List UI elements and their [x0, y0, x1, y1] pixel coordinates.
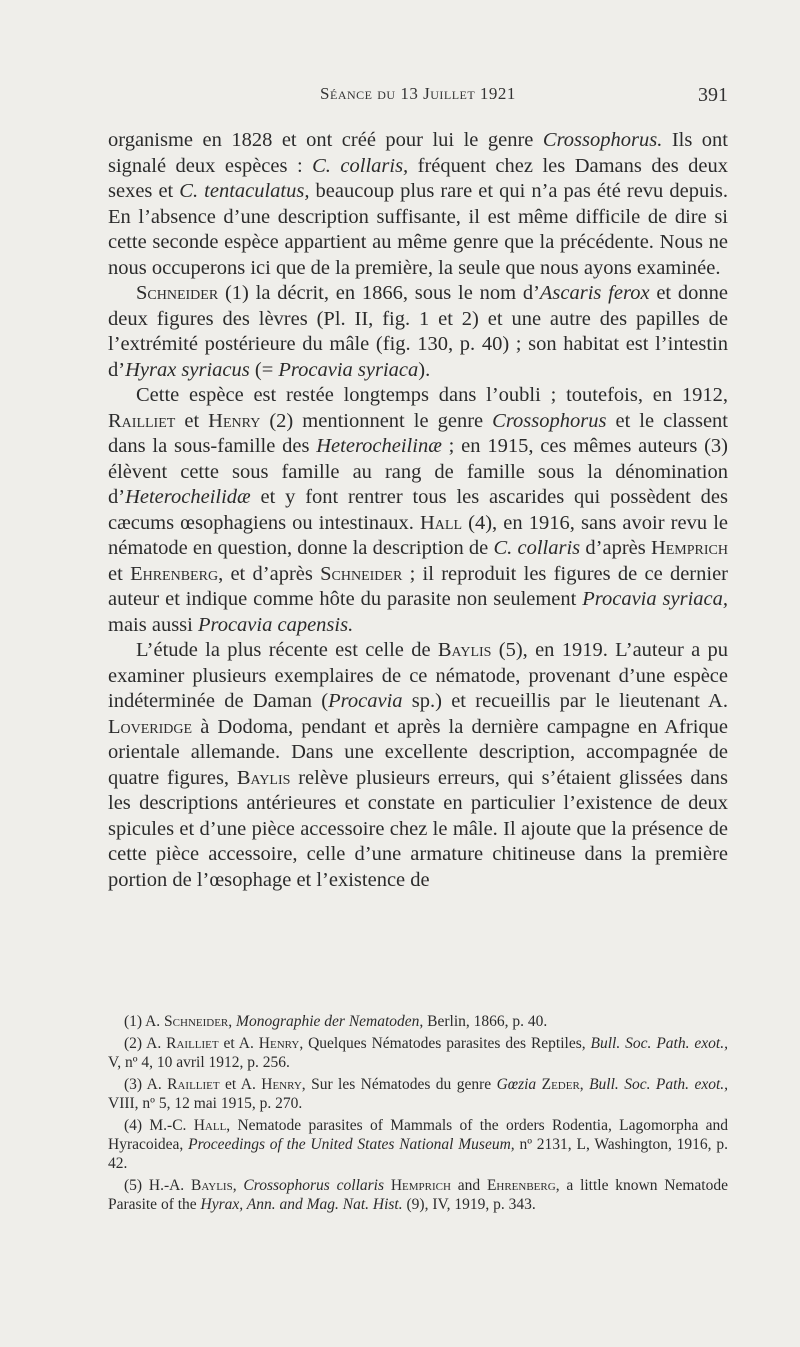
text-run: (2) A. [124, 1035, 167, 1052]
text-run: , Sur les Nématodes du genre [301, 1076, 497, 1093]
author-name: Schneider [136, 282, 219, 304]
text-run: et [175, 409, 209, 432]
text-run: Ils ont signalé deux espèces : [108, 129, 728, 177]
author-name: Hemprich [390, 1177, 451, 1194]
text-run: d’après [580, 537, 651, 559]
author-name: Hall [193, 1117, 227, 1134]
text-run: L’étude la plus récente est celle de [136, 639, 438, 661]
text-run: V, nº 4, 10 avril 1912, p. 256. [108, 1054, 290, 1071]
author-name: Hall [420, 511, 463, 534]
text-run: mais aussi [108, 613, 198, 636]
footnote-3 [108, 1075, 728, 1113]
text-run: , [228, 1013, 237, 1030]
text-run: Cette espèce est restée longtemps dans l’oubli ; toutefois, en 1912, [136, 384, 728, 406]
italic-term: Crossophorus collaris [243, 1177, 385, 1194]
text-run: (3) A. [124, 1076, 168, 1093]
author-name: Baylis [236, 766, 291, 789]
text-run: et [108, 562, 131, 585]
paragraph-1 [108, 128, 728, 281]
italic-term: Monographie der Nematoden, [236, 1013, 424, 1030]
text-run: et donne deux figures des lèvres (Pl. II, fig. 1 et 2) et une autre des papilles de l’extrémité postérieure du mâle (fig. 130, p. 40) ; son habitat est l’intestin d’ [108, 282, 728, 381]
italic-term: C. collaris, [312, 154, 409, 177]
text-run: relève plusieurs erreurs, qui s’étaient glissées dans les descriptions antérieures et constate en particulier l’existence de deux spicules et d’une pièce accessoire chez le mâle. Il ajoute que la présence de cette pièce accessoire, celle d’une armature chitineuse dans la première portion de l’œsophage et l’existence de [108, 766, 728, 891]
italic-term: Procavia syriaca, [582, 588, 728, 610]
footnote-2 [108, 1034, 728, 1072]
italic-term: Procavia [328, 690, 403, 712]
text-run: ; il reproduit les figures de ce dernier auteur et indique comme hôte du parasite non seulement [108, 562, 729, 610]
text-run: (1) A. [124, 1013, 165, 1030]
footnotes [108, 1012, 728, 1217]
text-run: (9), IV, 1919, p. 343. [402, 1196, 536, 1213]
author-name: Baylis [191, 1177, 233, 1194]
italic-term: Heterocheilidæ [125, 486, 251, 508]
italic-term: Procavia capensis. [197, 613, 354, 636]
author-name: Railliet [166, 1035, 219, 1052]
author-name: Loveridge [108, 715, 193, 738]
body-text [108, 128, 728, 893]
text-run: (5) H.-A. [124, 1177, 191, 1194]
author-name: Railliet [167, 1076, 220, 1093]
page-header [108, 84, 728, 114]
italic-term: C. collaris [493, 537, 581, 559]
text-run: , [579, 1076, 590, 1093]
text-run: Berlin, 1866, p. 40. [423, 1013, 548, 1030]
text-run: et y font rentrer tous les ascarides qui possèdent des cæcums œsophagiens ou intestinaux. [108, 486, 728, 534]
text-run: et A. [218, 1035, 259, 1052]
text-run: beaucoup plus rare et qui n’a pas été revu depuis. En l’absence d’une description suffisante, il est même difficile de dire si cette seconde espèce appartient au même genre que la précédente. Nous ne nous occuperons ici que de la première, la seule que nous ayons examinée. [108, 180, 728, 279]
italic-term: Hyrax syriacus [125, 358, 250, 381]
text-run: ; en 1915, ces mêmes auteurs (3) élèvent cette sous famille au rang de famille sous la dénomination d’ [108, 435, 728, 508]
author-name: Ehrenberg [486, 1177, 556, 1194]
italic-term: Crossophorus [492, 409, 607, 432]
italic-term: C. tentaculatus, [179, 180, 310, 202]
text-run: (1) la décrit, en 1866, sous le nom d’ [218, 282, 540, 304]
author-name: Henry [208, 409, 261, 432]
text-run: , a little known Nematode Parasite of the [108, 1177, 728, 1213]
footnote-4 [108, 1116, 728, 1173]
author-name: Schneider [320, 562, 403, 585]
author-name: Baylis [437, 639, 492, 661]
author-name: Railliet [108, 409, 176, 432]
text-run: (2) mentionnent le genre [260, 409, 493, 432]
author-name: Henry [258, 1035, 300, 1052]
italic-term: Gœzia [496, 1076, 537, 1093]
text-run: , Nematode parasites of Mammals of the orders Rodentia, Lagomorpha and Hyracoidea, [108, 1117, 728, 1153]
italic-term: Proceedings of the United States National Museum, [188, 1136, 515, 1153]
text-run: , Quelques Nématodes parasites des Reptiles, [299, 1035, 591, 1052]
text-run: (4), en 1916, sans avoir revu le nématode en question, donne la description de [108, 511, 728, 559]
running-head: Séance du 13 Juillet 1921 [320, 84, 516, 103]
text-run: et le classent dans la sous-famille des [108, 409, 729, 457]
text-run: à Dodoma, pendant et après la dernière campagne en Afrique orientale allemande. Dans une excellente description, accompagnée de quatre figures, [108, 715, 728, 789]
paragraph-2 [108, 281, 728, 383]
italic-term: Hyrax, Ann. and Mag. Nat. Hist. [200, 1196, 403, 1213]
text-run: sp.) et recueillis par le lieutenant A. [402, 690, 728, 712]
author-name: Ehrenberg [130, 562, 219, 585]
text-run: fréquent chez les Damans des deux sexes et [108, 154, 728, 202]
text-run: and [450, 1177, 487, 1194]
text-run: VIII, nº 5, 12 mai 1915, p. 270. [108, 1095, 303, 1112]
text-run: ). [418, 358, 431, 381]
italic-term: Bull. Soc. Path. exot., [590, 1035, 728, 1052]
text-run: (= [249, 358, 279, 381]
italic-term: Crossophorus. [542, 129, 663, 151]
text-run: , et d’après [218, 562, 321, 585]
author-name: Hemprich [650, 537, 728, 559]
text-run: organisme en 1828 et ont créé pour lui le genre [108, 129, 543, 151]
paragraph-4 [108, 638, 728, 893]
text-run: (5), en 1919. L’auteur a pu examiner plusieurs exemplaires de ce nématode, provenant d’une espèce indéterminée de Daman ( [108, 639, 728, 712]
text-run: nº 2131, L, Washington, 1916, p. 42. [108, 1136, 728, 1172]
text-run: (4) M.-C. [124, 1117, 194, 1134]
author-name: Zeder [541, 1076, 580, 1093]
paragraph-3 [108, 383, 728, 638]
italic-term: Procavia syriaca [278, 358, 419, 381]
footnote-5 [108, 1176, 728, 1214]
author-name: Henry [261, 1076, 302, 1093]
italic-term: Ascaris ferox [539, 282, 650, 304]
text-run [384, 1177, 391, 1194]
page-number: 391 [698, 84, 728, 106]
text-run: , [232, 1177, 244, 1194]
author-name: Schneider [164, 1013, 229, 1030]
italic-term: Heterocheilinæ [316, 435, 442, 457]
text-run: et A. [219, 1076, 262, 1093]
italic-term: Bull. Soc. Path. exot., [589, 1076, 729, 1093]
footnote-1 [108, 1012, 728, 1031]
